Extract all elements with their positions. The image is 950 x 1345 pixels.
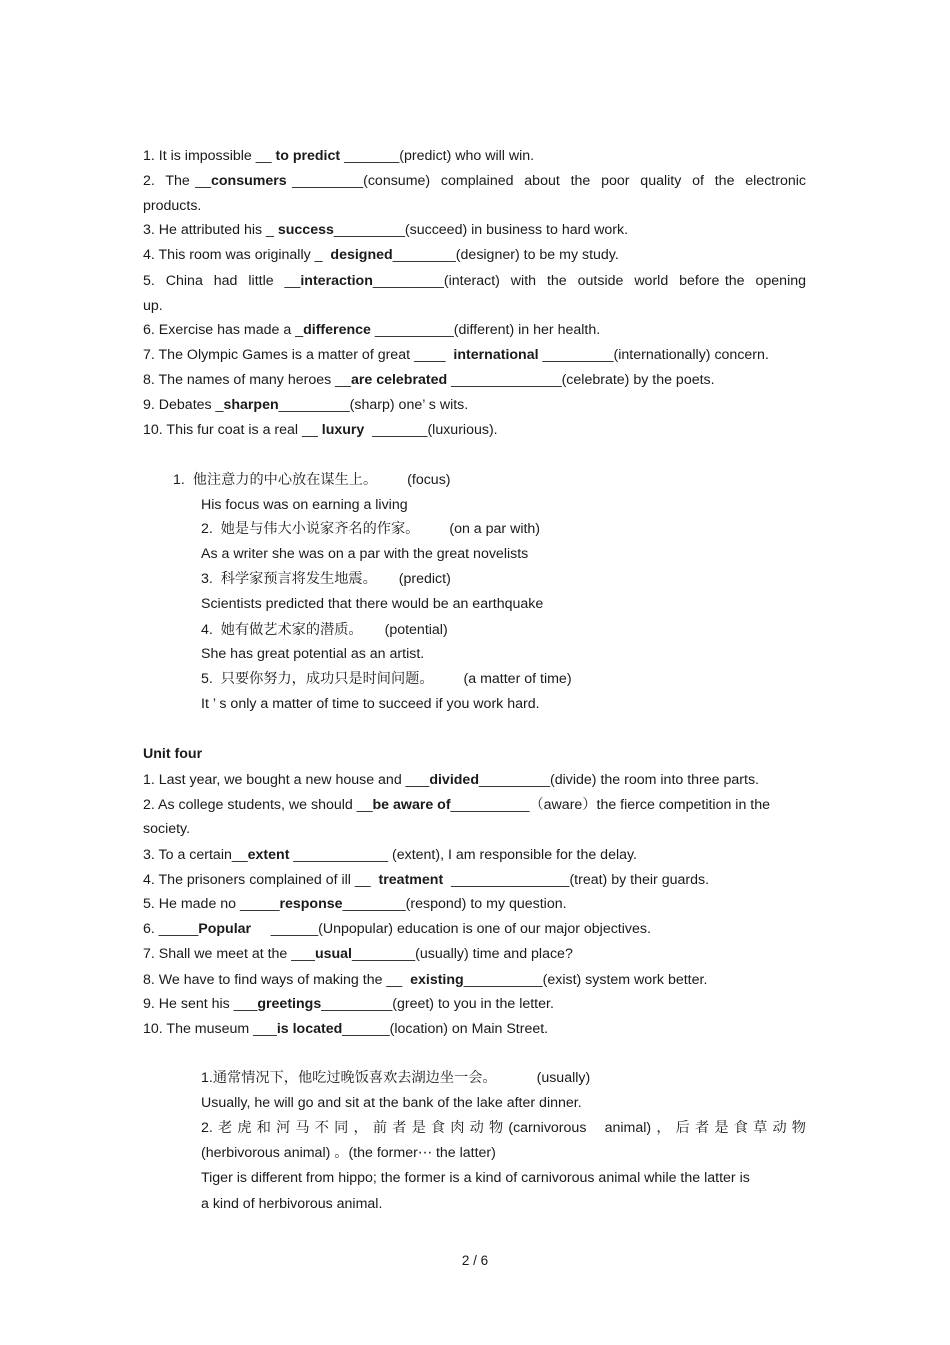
section-heading: Unit four <box>143 746 203 762</box>
exercise-item-4: 4. This room was originally _ designed________(designer) to be my study. <box>143 247 619 263</box>
answer: greetings <box>257 996 322 1012</box>
exercise-item-1: 1. It is impossible __ to predict _______(predict) who will win. <box>143 148 535 164</box>
unit4-item-1: 1. Last year, we bought a new house and ___divided_________(divide) the room into three parts. <box>143 772 759 788</box>
exercise-item-8: 8. The names of many heroes __are celebrated ______________(celebrate) by the poets. <box>143 372 715 388</box>
answer: sharpen <box>223 397 279 413</box>
translation-prompt-4: 4. 她有做艺术家的潜质。 (potential) <box>201 622 448 638</box>
unit4-item-5: 5. He made no _____response________(respond) to my question. <box>143 896 567 912</box>
translation2-answer-2-line2: a kind of herbivorous animal. <box>201 1196 383 1212</box>
unit4-item-4: 4. The prisoners complained of ill __ treatment _______________(treat) by their guards. <box>143 872 710 888</box>
exercise-item-6: 6. Exercise has made a _difference __________(different) in her health. <box>143 322 601 338</box>
translation-answer-5: It ’ s only a matter of time to succeed if you work hard. <box>201 696 540 712</box>
unit4-item-9: 9. He sent his ___greetings_________(greet) to you in the letter. <box>143 996 554 1012</box>
answer: extent <box>247 847 290 863</box>
translation-answer-1: His focus was on earning a living <box>201 497 408 513</box>
answer: is located <box>276 1021 343 1037</box>
unit4-item-2-continuation: society. <box>143 821 191 837</box>
answer: luxury <box>321 422 365 438</box>
answer: Popular <box>198 921 252 937</box>
exercise-item-10: 10. This fur coat is a real __ luxury _______(luxurious). <box>143 422 498 438</box>
exercise-item-2: 2. The __consumers _________(consume) complained about the poor quality of the electronic <box>143 173 806 189</box>
translation-prompt-3: 3. 科学家预言将发生地震。 (predict) <box>201 571 451 587</box>
unit4-item-8: 8. We have to find ways of making the __ existing__________(exist) system work better. <box>143 972 708 988</box>
exercise-item-5-continuation: up. <box>143 298 163 314</box>
answer: consumers <box>211 173 287 189</box>
answer: to predict <box>275 148 341 164</box>
answer: be aware of <box>372 797 451 813</box>
exercise-item-9: 9. Debates _sharpen_________(sharp) one’ s wits. <box>143 397 469 413</box>
translation2-prompt-1: 1.通常情况下，他吃过晚饭喜欢去湖边坐一会。 (usually) <box>201 1070 591 1086</box>
answer: international <box>453 347 539 363</box>
answer: interaction <box>300 273 373 289</box>
answer: usual <box>314 946 352 962</box>
answer: treatment <box>378 872 444 888</box>
unit4-item-7: 7. Shall we meet at the ___usual________(usually) time and place? <box>143 946 573 962</box>
page-number: 2 / 6 <box>461 1253 489 1268</box>
unit4-item-6: 6. _____Popular ______(Unpopular) education is one of our major objectives. <box>143 921 651 937</box>
answer: success <box>277 222 334 238</box>
unit4-item-2: 2. As college students, we should __be aware of__________（aware）the fierce competition in the <box>143 797 770 813</box>
unit4-item-10: 10. The museum ___is located______(location) on Main Street. <box>143 1021 549 1037</box>
exercise-item-5: 5. China had little __interaction_________(interact) with the outside world before the opening <box>143 273 807 289</box>
translation-answer-2: As a writer she was on a par with the great novelists <box>201 546 529 562</box>
translation-prompt-1: 1. 他注意力的中心放在谋生上。 (focus) <box>173 472 451 488</box>
exercise-item-2-continuation: products. <box>143 198 202 214</box>
translation-prompt-2: 2. 她是与伟大小说家齐名的作家。 (on a par with) <box>201 521 541 537</box>
translation2-answer-1: Usually, he will go and sit at the bank of the lake after dinner. <box>201 1095 582 1111</box>
answer: are celebrated <box>350 372 448 388</box>
translation2-prompt-2-line2: (herbivorous animal) 。(the former⋯ the latter) <box>201 1145 496 1161</box>
unit4-item-3: 3. To a certain__extent ____________ (extent), I am responsible for the delay. <box>143 847 637 863</box>
translation-answer-3: Scientists predicted that there would be an earthquake <box>201 596 544 612</box>
translation2-answer-2-line1: Tiger is different from hippo; the former is a kind of carnivorous animal while the latter is <box>201 1170 750 1186</box>
exercise-item-7: 7. The Olympic Games is a matter of great ____ international _________(internationally) concern. <box>143 347 769 363</box>
answer: response <box>279 896 343 912</box>
translation-prompt-5: 5. 只要你努力，成功只是时间问题。 (a matter of time) <box>201 671 572 687</box>
answer: existing <box>410 972 464 988</box>
answer: designed <box>330 247 393 263</box>
answer: divided <box>429 772 479 788</box>
exercise-item-3: 3. He attributed his _ success_________(succeed) in business to hard work. <box>143 222 629 238</box>
translation2-prompt-2-line1: 2.老虎和河马不同，前者是食肉动物(carnivorous animal)，后者是食草动物 <box>201 1120 806 1136</box>
translation-answer-4: She has great potential as an artist. <box>201 646 425 662</box>
answer: difference <box>303 322 371 338</box>
